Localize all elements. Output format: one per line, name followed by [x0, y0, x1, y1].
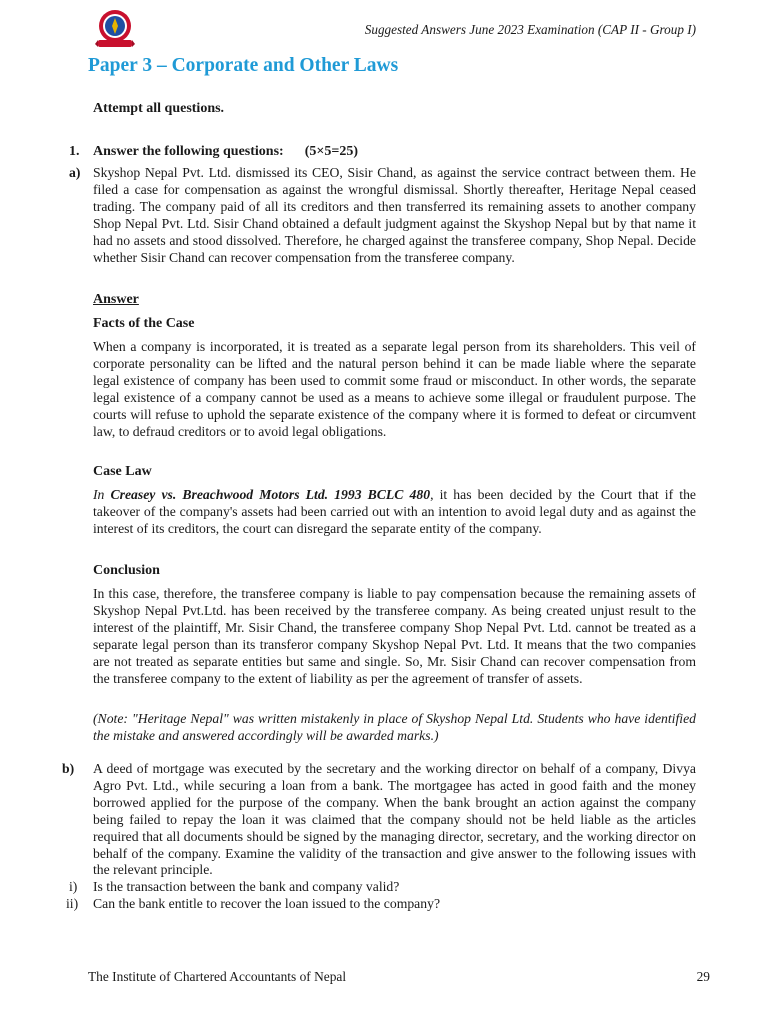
qb-sub-marker-2: ii)	[66, 896, 79, 911]
qa-answer-label: Answer	[93, 292, 139, 307]
qb-sub-marker-1: i)	[69, 879, 78, 894]
qa-caselaw-prefix: In	[93, 487, 105, 502]
footer-institute: The Institute of Chartered Accountants of Nepal	[88, 969, 347, 984]
qa-facts-heading: Facts of the Case	[93, 316, 195, 331]
instruction-heading: Attempt all questions.	[93, 101, 225, 116]
qa-marker: a)	[69, 165, 81, 180]
qa-caselaw-text: , it has been decided by the Court that if the takeover of the company's assets had been carried out with an intention to avoid legal duty and as against the interest of its creditors, the court can disregard the separate entity of the company.	[93, 487, 696, 536]
q1-heading	[93, 143, 358, 161]
qb-question: A deed of mortgage was executed by the secretary and the working director on behalf of a company, Divya Agro Pvt. Ltd., while securing a loan from a bank. The mortgagee has acted in good faith and the money borrowed applied for the purpose of the company. When the bank brought an action against the company being failed to repay the loan it was claimed that the company should not be held liable as the articles required that all documents should be signed by the managing director, secretary, and the working director on behalf of the company. Examine the validity of the transaction and give answer to the following issues with the relevant principle.	[93, 761, 696, 878]
header-exam-title: Suggested Answers June 2023 Examination (CAP II - Group I)	[364, 22, 696, 37]
qa-caselaw-heading: Case Law	[93, 464, 152, 479]
qa-caselaw-case: Creasey vs. Breachwood Motors Ltd. 1993 BCLC 480	[110, 487, 431, 502]
qa-facts-text: When a company is incorporated, it is treated as a separate legal person from its shareholders. This veil of corporate personality can be lifted and the natural person behind it can be made liable where the separate legal existence of company has been used to commit some fraud or misconduct. In other words, the separate legal existence of a company cannot be used as a means to achieve some illegal or fraudulent purpose. The courts will refuse to uphold the separate existence of the company where it is formed to defeat or circumvent law, to defraud creditors or to avoid legal obligations.	[93, 339, 696, 439]
footer-page-number: 29	[696, 969, 710, 984]
qa-conclusion-text: In this case, therefore, the transferee company is liable to pay compensation because the remaining assets of Skyshop Nepal Pvt.Ltd. has been received by the transferee company. As being created unjust result to the interest of the plaintiff, Mr. Sisir Chand, the transferee company Shop Nepal Pvt. Ltd. cannot be treated as a separate legal person than its transferor company Skyshop Nepal Pvt. Ltd. It means that the two companies are not treated as separate entities but same and single. So, Mr. Sisir Chand can recover compensation from the transferee company to the extent of liability as per the agreement of transfer of assets.	[93, 586, 696, 686]
logo-emblem-icon	[92, 6, 138, 52]
icai-logo	[92, 6, 138, 52]
qa-question: Skyshop Nepal Pvt. Ltd. dismissed its CEO, Sisir Chand, as against the service contract between them. He filed a case for compensation as against the wrongful dismissal. Shortly thereafter, Heritage Nepal ceased trading. The company paid of all its creditors and then transferred its remaining assets to another company Shop Nepal Pvt. Ltd. Sisir Chand obtained a default judgment against the Skyshop Nepal but by that name it had no assets and stood dissolved. Therefore, he charged against the transferee company, Shop Nepal. Decide whether Sisir Chand can recover compensation from the transferee company.	[93, 165, 696, 265]
paper-title: Paper 3 – Corporate and Other Laws	[88, 55, 399, 76]
qa-caselaw-paragraph	[93, 487, 696, 538]
qa-note: (Note: "Heritage Nepal" was written mistakenly in place of Skyshop Nepal Ltd. Students who have identified the mistake and answered accordingly will be awarded marks.)	[93, 711, 696, 743]
qa-conclusion-heading: Conclusion	[93, 563, 160, 578]
qb-marker: b)	[62, 761, 75, 776]
qb-sub-item-2: Can the bank entitle to recover the loan issued to the company?	[93, 896, 441, 911]
q1-number: 1.	[69, 144, 80, 159]
qb-sub-item-1: Is the transaction between the bank and company valid?	[93, 879, 400, 894]
q1-marks: (5×5=25)	[304, 144, 358, 159]
q1-heading-text: Answer the following questions:	[93, 144, 284, 159]
